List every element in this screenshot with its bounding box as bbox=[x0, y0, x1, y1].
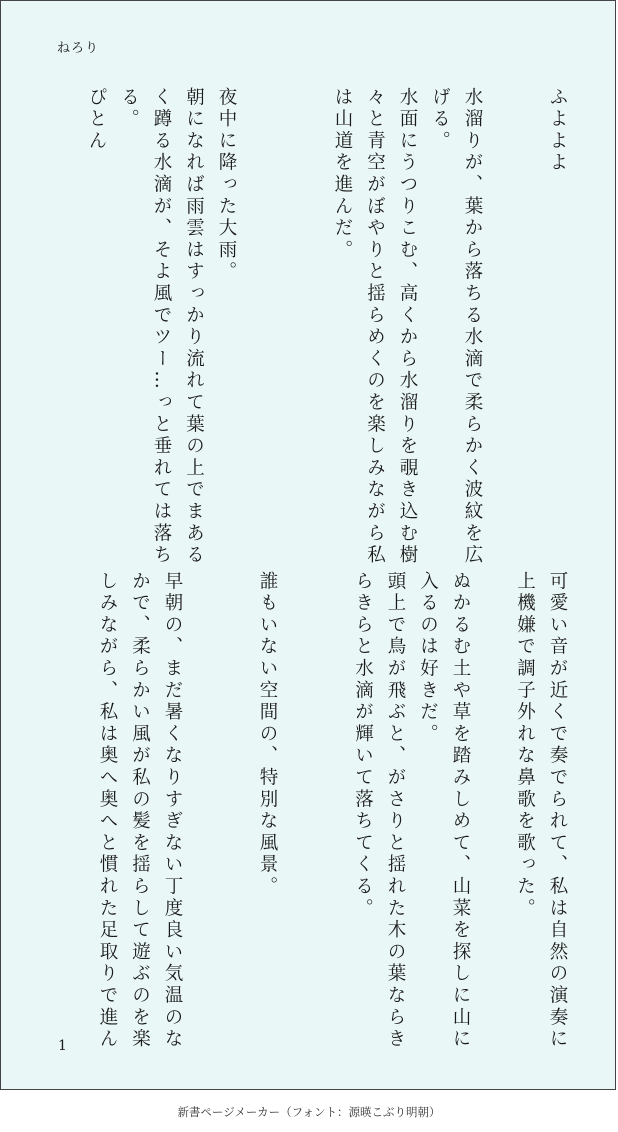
text-line: 上機嫌で調子外れな鼻歌を歌った。 bbox=[514, 571, 536, 920]
text-line: げる。 bbox=[429, 87, 451, 153]
text-line: しみながら、私は奥へ奥へと慣れた足取りで進ん bbox=[97, 571, 118, 1051]
text-line: 々と青空がぼやりと揺らめくのを楽しみながら私 bbox=[364, 87, 386, 567]
paragraph-music bbox=[508, 571, 573, 1051]
paragraph-morning bbox=[91, 571, 189, 1051]
paragraph-mountain bbox=[346, 571, 476, 1051]
page-number: 1 bbox=[58, 1038, 67, 1054]
text-line: ぬかるむ土や草を踏みしめて、山菜を探しに山に bbox=[450, 571, 471, 1051]
text-line: 水溜りが、葉から落ちる水滴で柔らかく波紋を広 bbox=[462, 87, 483, 567]
text-line: 誰もいない空間の、特別な風景。 bbox=[257, 571, 278, 898]
text-line: 頭上で鳥が飛ぶと、がさりと揺れた木の葉ならき bbox=[385, 571, 406, 1051]
footer-caption: 新書ページメーカー（フォント：源暎こぶり明朝） bbox=[177, 1105, 441, 1119]
paragraph-scenery bbox=[251, 571, 284, 898]
text-line: る。 bbox=[118, 87, 140, 131]
text-line: 夜中に降った大雨。 bbox=[216, 87, 237, 284]
text-line: 早朝の、まだ暑くなりすぎない丁度良い気温のな bbox=[162, 571, 183, 1051]
text-line: かで、柔らかい風が私の髪を揺らして遊ぶのを楽 bbox=[129, 571, 151, 1051]
text-line: 水面にうつりこむ、高くから水溜りを覗き込む樹 bbox=[397, 87, 418, 567]
text-line: 可愛い音が近くで奏でられて、私は自然の演奏に bbox=[547, 571, 568, 1051]
text-line: 朝になれば雨雲はすっかり流れて葉の上でまある bbox=[183, 87, 205, 567]
text-line: く蹲る水滴が、そよ風でツー…っと垂れては落ち bbox=[151, 87, 172, 567]
text-line: は山道を進んだ。 bbox=[332, 87, 353, 262]
text-line: らきらと水滴が輝いて落ちてくる。 bbox=[352, 571, 374, 920]
paragraph-puddle bbox=[326, 87, 489, 567]
text-line: 入るのは好きだ。 bbox=[417, 571, 439, 746]
onomatopoeia-fuyoyoyo bbox=[541, 87, 574, 174]
author-name: ねろり bbox=[57, 41, 100, 56]
paragraph-rain bbox=[112, 87, 242, 567]
text-line: ぴとん bbox=[86, 87, 107, 153]
onomatopoeia-piton bbox=[80, 87, 113, 152]
text-line: ふよよよ bbox=[547, 87, 568, 175]
